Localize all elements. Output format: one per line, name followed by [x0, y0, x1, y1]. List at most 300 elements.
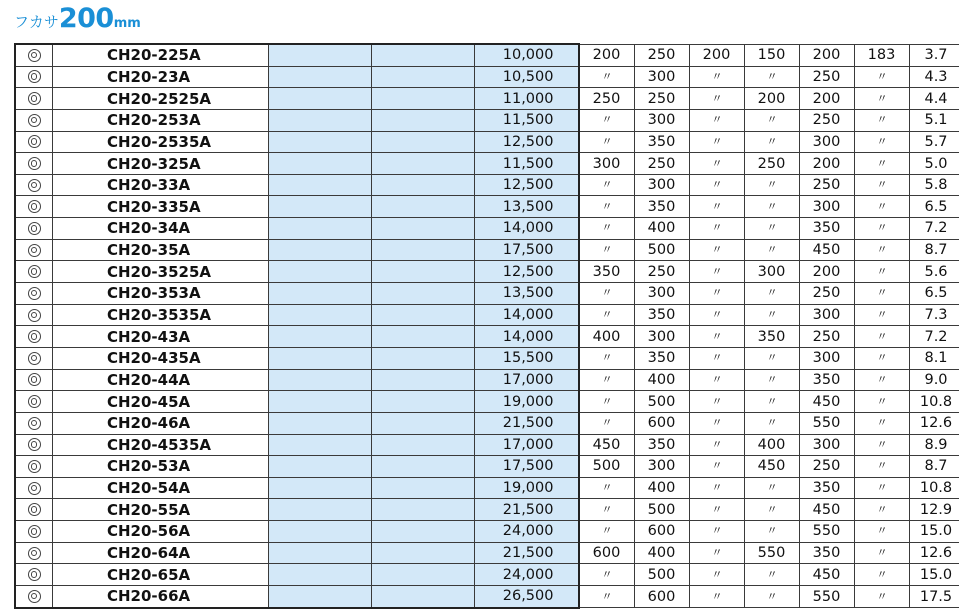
spec-cell-7: 7.2 — [909, 218, 959, 240]
spec-cell-6: 〃 — [854, 586, 909, 608]
spec-cell-5: 250 — [799, 174, 854, 196]
spec-cell-2: 400 — [634, 542, 689, 564]
spec-cell-5: 550 — [799, 586, 854, 608]
spec-cell-4: 〃 — [744, 304, 799, 326]
spec-cell-5: 200 — [799, 261, 854, 283]
double-circle-icon — [28, 287, 41, 300]
spec-cell-1: 〃 — [579, 477, 635, 499]
blank-cell-2 — [372, 347, 475, 369]
price-cell: 26,500 — [475, 586, 579, 608]
depth-unit: mm — [113, 16, 141, 31]
spec-cell-5: 250 — [799, 109, 854, 131]
spec-cell-2: 400 — [634, 477, 689, 499]
price-cell: 17,500 — [475, 456, 579, 478]
spec-cell-4: 〃 — [744, 477, 799, 499]
spec-cell-3: 〃 — [689, 66, 744, 88]
spec-cell-4: 〃 — [744, 347, 799, 369]
blank-cell-2 — [372, 153, 475, 175]
model-number: CH20-435A — [53, 347, 269, 369]
spec-cell-1: 〃 — [579, 564, 635, 586]
spec-cell-3: 200 — [689, 44, 744, 66]
spec-cell-7: 7.3 — [909, 304, 959, 326]
spec-cell-4: 〃 — [744, 564, 799, 586]
spec-cell-6: 〃 — [854, 564, 909, 586]
blank-cell-2 — [372, 542, 475, 564]
mark-cell — [15, 477, 53, 499]
spec-cell-3: 〃 — [689, 283, 744, 305]
blank-cell-1 — [269, 456, 372, 478]
spec-cell-5: 350 — [799, 369, 854, 391]
model-number: CH20-53A — [53, 456, 269, 478]
table-row — [15, 131, 959, 153]
blank-cell-1 — [269, 88, 372, 110]
price-cell: 11,500 — [475, 109, 579, 131]
blank-cell-1 — [269, 477, 372, 499]
spec-cell-5: 550 — [799, 521, 854, 543]
spec-cell-1: 〃 — [579, 66, 635, 88]
spec-cell-2: 500 — [634, 499, 689, 521]
table-row — [15, 586, 959, 608]
model-number: CH20-3535A — [53, 304, 269, 326]
spec-cell-5: 350 — [799, 218, 854, 240]
spec-cell-6: 183 — [854, 44, 909, 66]
spec-cell-2: 600 — [634, 412, 689, 434]
spec-cell-6: 〃 — [854, 109, 909, 131]
spec-cell-2: 600 — [634, 586, 689, 608]
blank-cell-1 — [269, 542, 372, 564]
spec-cell-4: 〃 — [744, 499, 799, 521]
price-cell: 21,500 — [475, 412, 579, 434]
table-row — [15, 261, 959, 283]
blank-cell-1 — [269, 131, 372, 153]
spec-cell-3: 〃 — [689, 326, 744, 348]
blank-cell-2 — [372, 434, 475, 456]
spec-cell-4: 400 — [744, 434, 799, 456]
price-cell: 24,000 — [475, 521, 579, 543]
price-cell: 17,000 — [475, 434, 579, 456]
spec-cell-7: 9.0 — [909, 369, 959, 391]
double-circle-icon — [28, 70, 41, 83]
price-cell: 24,000 — [475, 564, 579, 586]
mark-cell — [15, 391, 53, 413]
spec-cell-3: 〃 — [689, 586, 744, 608]
double-circle-icon — [28, 244, 41, 257]
spec-cell-7: 8.7 — [909, 456, 959, 478]
spec-cell-2: 300 — [634, 66, 689, 88]
spec-cell-5: 350 — [799, 477, 854, 499]
blank-cell-2 — [372, 196, 475, 218]
model-number: CH20-253A — [53, 109, 269, 131]
spec-cell-2: 350 — [634, 434, 689, 456]
double-circle-icon — [28, 395, 41, 408]
double-circle-icon — [28, 179, 41, 192]
price-cell: 21,500 — [475, 499, 579, 521]
table-row — [15, 239, 959, 261]
model-number: CH20-23A — [53, 66, 269, 88]
double-circle-icon — [28, 525, 41, 538]
table-row — [15, 174, 959, 196]
spec-cell-4: 〃 — [744, 218, 799, 240]
spec-cell-4: 550 — [744, 542, 799, 564]
price-cell: 17,000 — [475, 369, 579, 391]
spec-cell-3: 〃 — [689, 564, 744, 586]
spec-cell-3: 〃 — [689, 412, 744, 434]
mark-cell — [15, 109, 53, 131]
spec-cell-2: 350 — [634, 304, 689, 326]
mark-cell — [15, 153, 53, 175]
table-row — [15, 477, 959, 499]
spec-cell-4: 200 — [744, 88, 799, 110]
double-circle-icon — [28, 265, 41, 278]
mark-cell — [15, 174, 53, 196]
double-circle-icon — [28, 482, 41, 495]
spec-cell-1: 300 — [579, 153, 635, 175]
spec-cell-2: 500 — [634, 564, 689, 586]
model-number: CH20-3525A — [53, 261, 269, 283]
blank-cell-1 — [269, 499, 372, 521]
spec-cell-4: 350 — [744, 326, 799, 348]
blank-cell-1 — [269, 326, 372, 348]
spec-cell-5: 200 — [799, 88, 854, 110]
model-number: CH20-2525A — [53, 88, 269, 110]
double-circle-icon — [28, 92, 41, 105]
spec-cell-4: 〃 — [744, 412, 799, 434]
mark-cell — [15, 434, 53, 456]
double-circle-icon — [28, 135, 41, 148]
spec-cell-2: 350 — [634, 347, 689, 369]
spec-cell-7: 12.6 — [909, 412, 959, 434]
blank-cell-2 — [372, 174, 475, 196]
blank-cell-1 — [269, 564, 372, 586]
blank-cell-1 — [269, 412, 372, 434]
spec-cell-2: 250 — [634, 88, 689, 110]
blank-cell-2 — [372, 499, 475, 521]
spec-cell-3: 〃 — [689, 542, 744, 564]
spec-cell-5: 250 — [799, 66, 854, 88]
spec-cell-3: 〃 — [689, 88, 744, 110]
double-circle-icon — [28, 438, 41, 451]
spec-cell-1: 〃 — [579, 412, 635, 434]
blank-cell-1 — [269, 304, 372, 326]
price-cell: 13,500 — [475, 283, 579, 305]
double-circle-icon — [28, 590, 41, 603]
price-cell: 17,500 — [475, 239, 579, 261]
double-circle-icon — [28, 222, 41, 235]
spec-cell-7: 4.4 — [909, 88, 959, 110]
spec-cell-4: 300 — [744, 261, 799, 283]
mark-cell — [15, 261, 53, 283]
table-row — [15, 66, 959, 88]
double-circle-icon — [28, 417, 41, 430]
double-circle-icon — [28, 330, 41, 343]
spec-cell-5: 550 — [799, 412, 854, 434]
model-number: CH20-44A — [53, 369, 269, 391]
spec-cell-7: 5.7 — [909, 131, 959, 153]
blank-cell-2 — [372, 521, 475, 543]
blank-cell-1 — [269, 153, 372, 175]
spec-cell-5: 350 — [799, 542, 854, 564]
spec-cell-1: 200 — [579, 44, 635, 66]
blank-cell-1 — [269, 391, 372, 413]
model-number: CH20-225A — [53, 44, 269, 66]
price-cell: 14,000 — [475, 326, 579, 348]
table-row — [15, 391, 959, 413]
table-row — [15, 44, 959, 66]
blank-cell-1 — [269, 434, 372, 456]
product-table — [14, 43, 959, 609]
spec-cell-3: 〃 — [689, 239, 744, 261]
spec-cell-1: 〃 — [579, 196, 635, 218]
spec-cell-6: 〃 — [854, 347, 909, 369]
spec-cell-7: 15.0 — [909, 521, 959, 543]
spec-cell-5: 300 — [799, 347, 854, 369]
spec-cell-2: 400 — [634, 369, 689, 391]
spec-cell-6: 〃 — [854, 542, 909, 564]
spec-cell-7: 4.3 — [909, 66, 959, 88]
spec-cell-1: 〃 — [579, 131, 635, 153]
spec-cell-6: 〃 — [854, 66, 909, 88]
spec-cell-7: 5.0 — [909, 153, 959, 175]
blank-cell-2 — [372, 477, 475, 499]
double-circle-icon — [28, 460, 41, 473]
blank-cell-1 — [269, 66, 372, 88]
mark-cell — [15, 347, 53, 369]
spec-cell-2: 600 — [634, 521, 689, 543]
spec-cell-7: 6.5 — [909, 196, 959, 218]
spec-cell-4: 〃 — [744, 66, 799, 88]
spec-cell-6: 〃 — [854, 131, 909, 153]
table-row — [15, 499, 959, 521]
spec-cell-2: 250 — [634, 261, 689, 283]
spec-cell-1: 〃 — [579, 283, 635, 305]
double-circle-icon — [28, 352, 41, 365]
model-number: CH20-335A — [53, 196, 269, 218]
mark-cell — [15, 283, 53, 305]
spec-cell-5: 250 — [799, 283, 854, 305]
double-circle-icon — [28, 373, 41, 386]
spec-cell-3: 〃 — [689, 477, 744, 499]
spec-cell-2: 300 — [634, 326, 689, 348]
spec-cell-5: 300 — [799, 434, 854, 456]
spec-cell-3: 〃 — [689, 174, 744, 196]
spec-cell-7: 5.1 — [909, 109, 959, 131]
spec-cell-7: 10.8 — [909, 391, 959, 413]
spec-cell-3: 〃 — [689, 391, 744, 413]
spec-cell-4: 〃 — [744, 391, 799, 413]
spec-cell-2: 300 — [634, 283, 689, 305]
spec-cell-6: 〃 — [854, 153, 909, 175]
mark-cell — [15, 326, 53, 348]
product-table-body — [15, 44, 959, 608]
blank-cell-1 — [269, 196, 372, 218]
price-cell: 12,500 — [475, 131, 579, 153]
spec-cell-5: 450 — [799, 499, 854, 521]
price-cell: 21,500 — [475, 542, 579, 564]
model-number: CH20-65A — [53, 564, 269, 586]
blank-cell-1 — [269, 109, 372, 131]
spec-cell-4: 〃 — [744, 369, 799, 391]
blank-cell-2 — [372, 391, 475, 413]
mark-cell — [15, 586, 53, 608]
spec-cell-4: 〃 — [744, 283, 799, 305]
blank-cell-1 — [269, 218, 372, 240]
blank-cell-2 — [372, 586, 475, 608]
blank-cell-1 — [269, 174, 372, 196]
table-row — [15, 434, 959, 456]
spec-cell-7: 8.9 — [909, 434, 959, 456]
spec-cell-7: 3.7 — [909, 44, 959, 66]
spec-cell-2: 350 — [634, 196, 689, 218]
spec-cell-5: 450 — [799, 564, 854, 586]
spec-cell-2: 300 — [634, 456, 689, 478]
price-cell: 14,000 — [475, 304, 579, 326]
model-number: CH20-325A — [53, 153, 269, 175]
spec-cell-6: 〃 — [854, 477, 909, 499]
spec-cell-3: 〃 — [689, 196, 744, 218]
mark-cell — [15, 412, 53, 434]
spec-cell-6: 〃 — [854, 88, 909, 110]
spec-cell-7: 7.2 — [909, 326, 959, 348]
table-row — [15, 109, 959, 131]
spec-cell-3: 〃 — [689, 434, 744, 456]
spec-cell-4: 〃 — [744, 521, 799, 543]
spec-cell-5: 250 — [799, 326, 854, 348]
spec-cell-6: 〃 — [854, 239, 909, 261]
spec-cell-7: 10.8 — [909, 477, 959, 499]
blank-cell-1 — [269, 347, 372, 369]
spec-cell-2: 350 — [634, 131, 689, 153]
spec-cell-1: 〃 — [579, 521, 635, 543]
spec-cell-7: 5.8 — [909, 174, 959, 196]
spec-cell-7: 15.0 — [909, 564, 959, 586]
spec-cell-7: 12.9 — [909, 499, 959, 521]
spec-cell-3: 〃 — [689, 109, 744, 131]
spec-cell-2: 250 — [634, 44, 689, 66]
model-number: CH20-45A — [53, 391, 269, 413]
table-row — [15, 283, 959, 305]
blank-cell-2 — [372, 218, 475, 240]
price-cell: 11,500 — [475, 153, 579, 175]
spec-cell-6: 〃 — [854, 521, 909, 543]
table-row — [15, 456, 959, 478]
depth-label: フカサ — [14, 13, 59, 31]
blank-cell-2 — [372, 66, 475, 88]
model-number: CH20-55A — [53, 499, 269, 521]
mark-cell — [15, 369, 53, 391]
table-row — [15, 347, 959, 369]
table-row — [15, 369, 959, 391]
table-row — [15, 564, 959, 586]
model-number: CH20-2535A — [53, 131, 269, 153]
spec-cell-6: 〃 — [854, 196, 909, 218]
model-number: CH20-33A — [53, 174, 269, 196]
model-number: CH20-64A — [53, 542, 269, 564]
depth-heading — [14, 3, 141, 39]
spec-cell-1: 〃 — [579, 239, 635, 261]
spec-cell-1: 250 — [579, 88, 635, 110]
mark-cell — [15, 239, 53, 261]
table-row — [15, 326, 959, 348]
price-cell: 10,000 — [475, 44, 579, 66]
blank-cell-1 — [269, 586, 372, 608]
mark-cell — [15, 521, 53, 543]
spec-cell-7: 8.1 — [909, 347, 959, 369]
price-cell: 12,500 — [475, 174, 579, 196]
spec-cell-1: 400 — [579, 326, 635, 348]
spec-cell-4: 〃 — [744, 174, 799, 196]
spec-cell-1: 〃 — [579, 499, 635, 521]
price-cell: 14,000 — [475, 218, 579, 240]
spec-cell-2: 300 — [634, 174, 689, 196]
spec-cell-5: 300 — [799, 304, 854, 326]
blank-cell-1 — [269, 521, 372, 543]
model-number: CH20-34A — [53, 218, 269, 240]
spec-cell-2: 250 — [634, 153, 689, 175]
spec-cell-6: 〃 — [854, 369, 909, 391]
blank-cell-1 — [269, 44, 372, 66]
spec-cell-5: 450 — [799, 239, 854, 261]
spec-cell-6: 〃 — [854, 499, 909, 521]
spec-cell-5: 250 — [799, 456, 854, 478]
spec-cell-6: 〃 — [854, 283, 909, 305]
mark-cell — [15, 66, 53, 88]
spec-cell-3: 〃 — [689, 521, 744, 543]
blank-cell-2 — [372, 239, 475, 261]
blank-cell-2 — [372, 261, 475, 283]
spec-cell-2: 300 — [634, 109, 689, 131]
spec-cell-3: 〃 — [689, 304, 744, 326]
spec-cell-3: 〃 — [689, 456, 744, 478]
spec-cell-6: 〃 — [854, 434, 909, 456]
blank-cell-1 — [269, 239, 372, 261]
price-cell: 11,000 — [475, 88, 579, 110]
table-row — [15, 196, 959, 218]
spec-cell-6: 〃 — [854, 456, 909, 478]
mark-cell — [15, 542, 53, 564]
mark-cell — [15, 456, 53, 478]
model-number: CH20-43A — [53, 326, 269, 348]
spec-cell-4: 150 — [744, 44, 799, 66]
table-row — [15, 218, 959, 240]
spec-cell-4: 450 — [744, 456, 799, 478]
blank-cell-2 — [372, 456, 475, 478]
blank-cell-2 — [372, 326, 475, 348]
table-row — [15, 88, 959, 110]
double-circle-icon — [28, 503, 41, 516]
spec-cell-4: 〃 — [744, 131, 799, 153]
spec-cell-1: 450 — [579, 434, 635, 456]
spec-cell-1: 〃 — [579, 218, 635, 240]
spec-cell-6: 〃 — [854, 174, 909, 196]
blank-cell-2 — [372, 109, 475, 131]
mark-cell — [15, 218, 53, 240]
table-row — [15, 521, 959, 543]
blank-cell-2 — [372, 412, 475, 434]
blank-cell-1 — [269, 369, 372, 391]
spec-cell-5: 450 — [799, 391, 854, 413]
double-circle-icon — [28, 157, 41, 170]
table-row — [15, 153, 959, 175]
blank-cell-1 — [269, 283, 372, 305]
price-cell: 19,000 — [475, 477, 579, 499]
double-circle-icon — [28, 114, 41, 127]
mark-cell — [15, 88, 53, 110]
mark-cell — [15, 131, 53, 153]
mark-cell — [15, 499, 53, 521]
table-row — [15, 542, 959, 564]
spec-cell-6: 〃 — [854, 326, 909, 348]
price-cell: 19,000 — [475, 391, 579, 413]
